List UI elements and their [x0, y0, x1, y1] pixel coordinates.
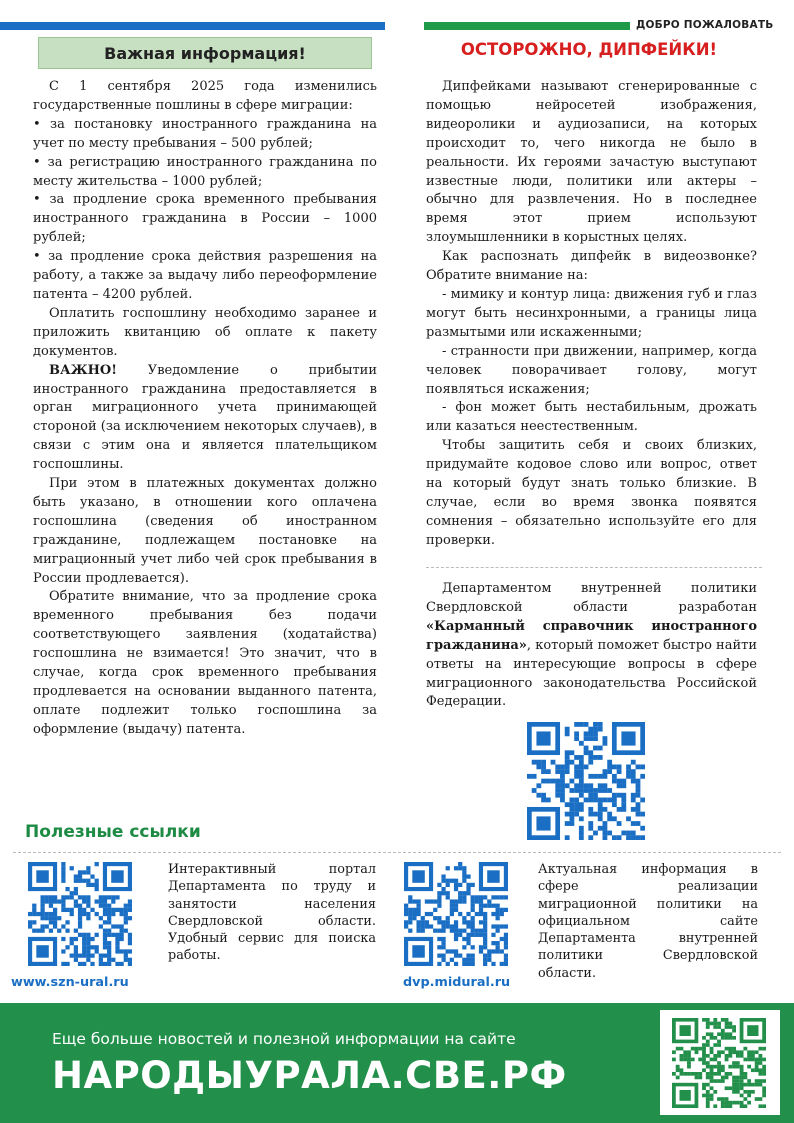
top-green-bar [424, 22, 630, 30]
handbook-qr-code[interactable] [527, 722, 645, 840]
deepfake-definition: Дипфейками называют сгенерированные с помощью нейросетей изображения, видеоролики и аудиозаписи, на которых происходит то, чего никогда не было в реальности. Их героями зачастую выступают известные люди, политики или актеры – обычно для развлечения. Но в последнее время этот прием используют злоумышленники в корыстных целях. [426, 79, 757, 246]
deepfake-question: Как распознать дипфейк в видеозвонке? Обратите внимание на: [426, 249, 757, 284]
fees-intro: С 1 сентября 2025 года изменились государственные пошлины в сфере миграции: [33, 79, 377, 113]
handbook-info [426, 580, 757, 712]
fee-item: • за продление срока действия разрешения на работу, а также за выдачу либо переоформление патента – 4200 рублей. [33, 249, 377, 302]
divider [13, 852, 781, 853]
fees-column [33, 78, 377, 740]
handbook-pre: Департаментом внутренней политики Свердловской области разработан [426, 581, 757, 615]
important-label: ВАЖНО! [49, 362, 117, 378]
fee-item: • за постановку иностранного гражданина на учет по месту пребывания – 500 рублей; [33, 116, 377, 151]
handbook-title: «Карманный справочник иностранного гражданина» [426, 618, 757, 653]
szn-link-description: Интерактивный портал Департамента по труду и занятости населения Свердловской области. Удобный сервис для поиска работы. [168, 862, 376, 964]
dvp-link[interactable]: dvp.midural.ru [403, 975, 511, 990]
deepfake-sign: - фон может быть нестабильным, дрожать или казаться неестественным. [426, 400, 757, 435]
szn-link[interactable]: www.szn-ural.ru [11, 975, 129, 990]
welcome-label: ДОБРО ПОЖАЛОВАТЬ [636, 19, 774, 31]
important-info-title: Важная информация! [38, 37, 372, 69]
top-blue-bar [0, 22, 385, 30]
payment-note: Оплатить госпошлину необходимо заранее и приложить квитанцию об оплате к пакету документов. [33, 305, 377, 359]
useful-links-title: Полезные ссылки [25, 822, 201, 842]
dvp-link-description: Актуальная информация в сфере реализации миграционной политики на официальном сайте Департамента внутренней политики Свердловской области. [538, 862, 758, 981]
deepfake-column [426, 78, 757, 551]
deepfake-advice: Чтобы защитить себя и своих близких, придумайте кодовое слово или вопрос, ответ на который будут знать только близкие. В случае, если во время звонка появятся сомнения – обязательно используйте его для проверки. [426, 438, 757, 548]
fee-item: • за продление срока временного пребывания иностранного гражданина в России – 1000 рублей; [33, 192, 377, 246]
deepfake-warning-title: ОСТОРОЖНО, ДИПФЕЙКИ! [460, 40, 718, 59]
payment-docs-note: При этом в платежных документах должно быть указано, в отношении кого оплачена госпошлина (сведения об иностранном гражданине, подлежащем постановке на миграционный учет либо чей срок пребывания в России продлевается). [33, 476, 377, 586]
deepfake-sign: - мимику и контур лица: движения губ и глаз могут быть несинхронными, а границы лица размытыми или искаженными; [426, 286, 757, 340]
handbook-post: , который поможет быстро найти ответы на интересующие вопросы в сфере миграционного законодательства Российской Федерации. [426, 637, 757, 710]
footer-site[interactable]: НАРОДЫУРАЛА.СВЕ.РФ [52, 1054, 567, 1097]
deepfake-sign: - странности при движении, например, когда человек поворачивает голову, могут появляться искажения; [426, 343, 757, 397]
fee-item: • за регистрацию иностранного гражданина по месту жительства – 1000 рублей; [33, 154, 377, 189]
patent-note: Обратите внимание, что за продление срока временного пребывания без подачи соответствующего заявления (ходатайства) госпошлина не взимается! Это значит, что в случае, когда срок временного пребывания продлевается на основании выданного патента, оплате подлежит только госпошлина за оформление (выдачу) патента. [33, 589, 377, 737]
szn-qr-code[interactable] [28, 862, 132, 966]
dvp-qr-code[interactable] [404, 862, 508, 966]
footer-qr-code[interactable] [672, 1018, 766, 1108]
important-note [33, 362, 377, 475]
important-text: Уведомление о прибытии иностранного гражданина предоставляется в орган миграционного учета принимающей стороной (за исключением некоторых случаев), в связи с этим она и является плательщиком госпошлины. [33, 362, 377, 473]
footer-subtitle: Еще больше новостей и полезной информации на сайте [52, 1030, 516, 1048]
divider [426, 567, 762, 568]
